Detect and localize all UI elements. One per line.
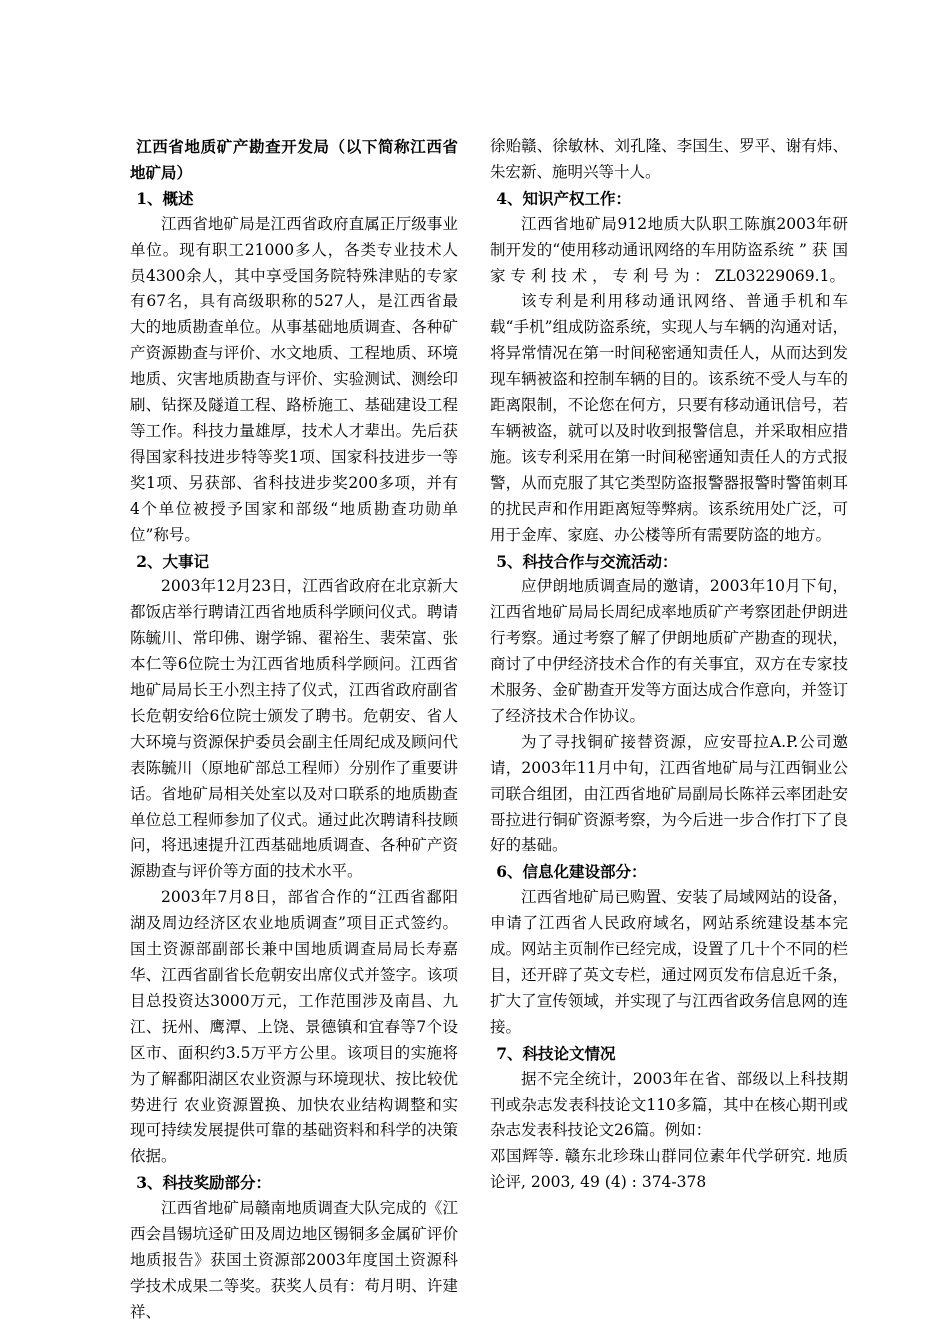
- section-heading-informatization: 6、信息化建设部分：: [496, 862, 647, 882]
- right-column: [490, 134, 848, 1196]
- awards-paragraph-continued: 徐贻赣、徐敏林、刘孔隆、李国生、罗平、谢有炜、朱宏新、施明兴等十人。: [490, 137, 848, 181]
- left-column: [130, 134, 458, 1326]
- cooperation-paragraph-2: 为了寻找铜矿接替资源，应安哥拉A.P.公司邀请，2003年11月中旬，江西省地矿局与江西铜业公司联合组团，由江西省地矿局副局长陈祥云率团赴安哥拉进行铜矿资源考察，为今后进一步合作打下了良好的基础。: [490, 732, 848, 855]
- section-heading-papers: 7、科技论文情况: [496, 1043, 616, 1063]
- document-title: 江西省地质矿产勘查开发局（以下简称江西省地矿局）: [130, 137, 458, 182]
- section-heading-awards: 3、科技奖励部分：: [136, 1173, 271, 1193]
- informatization-paragraph: 江西省地矿局已购置、安装了局域网站的设备，申请了江西省人民政府域名，网站系统建设基本完成。网站主页制作已经完成，设置了几十个不同的栏目，还开辟了英文专栏，通过网页发布信息近千条，扩大了宣传领域，并实现了与江西省政务信息网的连接。: [490, 888, 848, 1036]
- section-heading-overview: 1、概述: [136, 188, 194, 208]
- section-heading-ip: 4、知识产权工作：: [496, 188, 631, 208]
- section-heading-events: 2、大事记: [136, 551, 209, 571]
- events-paragraph-2: 2003年7月8日，部省合作的“江西省鄱阳湖及周边经济区农业地质调查”项目正式签约。国土资源部副部长兼中国地质调查局局长寿嘉华、江西省副省长危朝安出席仪式并签字。该项目总投资达3000万元，工作范围涉及南昌、九江、抚州、鹰潭、上饶、景德镇和宜春等7个设区市、面积约3.5万平方公里。该项目的实施将为了解鄱阳湖区农业资源与环境现状、按比较优势进行 农业资源置换、加快农业结构调整和实现可持续发展提供可靠的基础资料和科学的决策依据。: [130, 888, 458, 1166]
- paper-reference: 邓国辉等. 赣东北珍珠山群同位素年代学研究. 地质论评, 2003, 49 (4) : 374-378: [490, 1147, 848, 1192]
- overview-paragraph: 江西省地矿局是江西省政府直属正厅级事业单位。现有职工21000多人，各类专业技术人员4300余人，其中享受国务院特殊津贴的专家有67名，具有高级职称的527人，是江西省最大的地质勘查单位。从事基础地质调查、各种矿产资源勘查与评价、水文地质、工程地质、环境地质、灾害地质勘查与评价、实验测试、测绘印刷、钻探及隧道工程、路桥施工、基础建设工程等工作。科技力量雄厚，技术人才辈出。先后获得国家科技进步特等奖1项、国家科技进步一等奖1项、另获部、省科技进步奖200多项，并有4个单位被授予国家和部级“地质勘查功勋单位”称号。: [130, 214, 458, 544]
- cooperation-paragraph-1: 应伊朗地质调查局的邀请，2003年10月下旬，江西省地矿局局长周纪成率地质矿产考察团赴伊朗进行考察。通过考察了解了伊朗地质矿产勘查的现状，商讨了中伊经济技术合作的有关事宜，双方在专家技术服务、金矿勘查开发等方面达成合作意向，并签订了经济技术合作协议。: [490, 577, 848, 725]
- papers-paragraph: 据不完全统计，2003年在省、部级以上科技期刊或杂志发表科技论文110多篇，其中在核心期刊或杂志发表科技论文26篇。例如：: [490, 1069, 848, 1140]
- ip-paragraph-1: 江西省地矿局912地质大队职工陈旗2003年研制开发的“使用移动通讯网络的车用防盗系统 ” 获 国 家 专 利 技 术 ， 专 利 号 为 ： ZL03229069.1。: [490, 214, 848, 285]
- awards-paragraph: 江西省地矿局赣南地质调查大队完成的《江西会昌锡坑迳矿田及周边地区锡铜多金属矿评价地质报告》获国土资源部2003年度国土资源科学技术成果二等奖。获奖人员有：苟月明、许建祥、: [130, 1199, 458, 1321]
- ip-paragraph-2: 该专利是利用移动通讯网络、普通手机和车载“手机”组成防盗系统，实现人与车辆的沟通对话，将异常情况在第一时间秘密通知责任人，从而达到发现车辆被盗和控制车辆的目的。该系统不受人与车的距离限制，不论您在何方，只要有移动通讯信号，若车辆被盗，就可以及时收到报警信息，并采取相应措施。该专利采用在第一时间秘密通知责任人的方式报警，从而克服了其它类型防盗报警器报警时警笛刺耳的扰民声和作用距离短等弊病。该系统用处广泛，可用于金库、家庭、办公楼等所有需要防盗的地方。: [490, 292, 848, 544]
- section-heading-cooperation: 5、科技合作与交流活动：: [496, 551, 678, 571]
- events-paragraph-1: 2003年12月23日，江西省政府在北京新大都饭店举行聘请江西省地质科学顾问仪式。聘请陈毓川、常印佛、谢学锦、翟裕生、裴荣富、张本仁等6位院士为江西省地质科学顾问。江西省地矿局局长王小烈主持了仪式，江西省政府副省长危朝安给6位院士颁发了聘书。危朝安、省人大环境与资源保护委员会副主任周纪成及顾问代表陈毓川（原地矿部总工程师）分别作了重要讲话。省地矿局相关处室以及对口联系的地质勘查单位总工程师参加了仪式。通过此次聘请科技顾问，将迅速提升江西基础地质调查、各种矿产资源勘查与评价等方面的技术水平。: [130, 577, 458, 881]
